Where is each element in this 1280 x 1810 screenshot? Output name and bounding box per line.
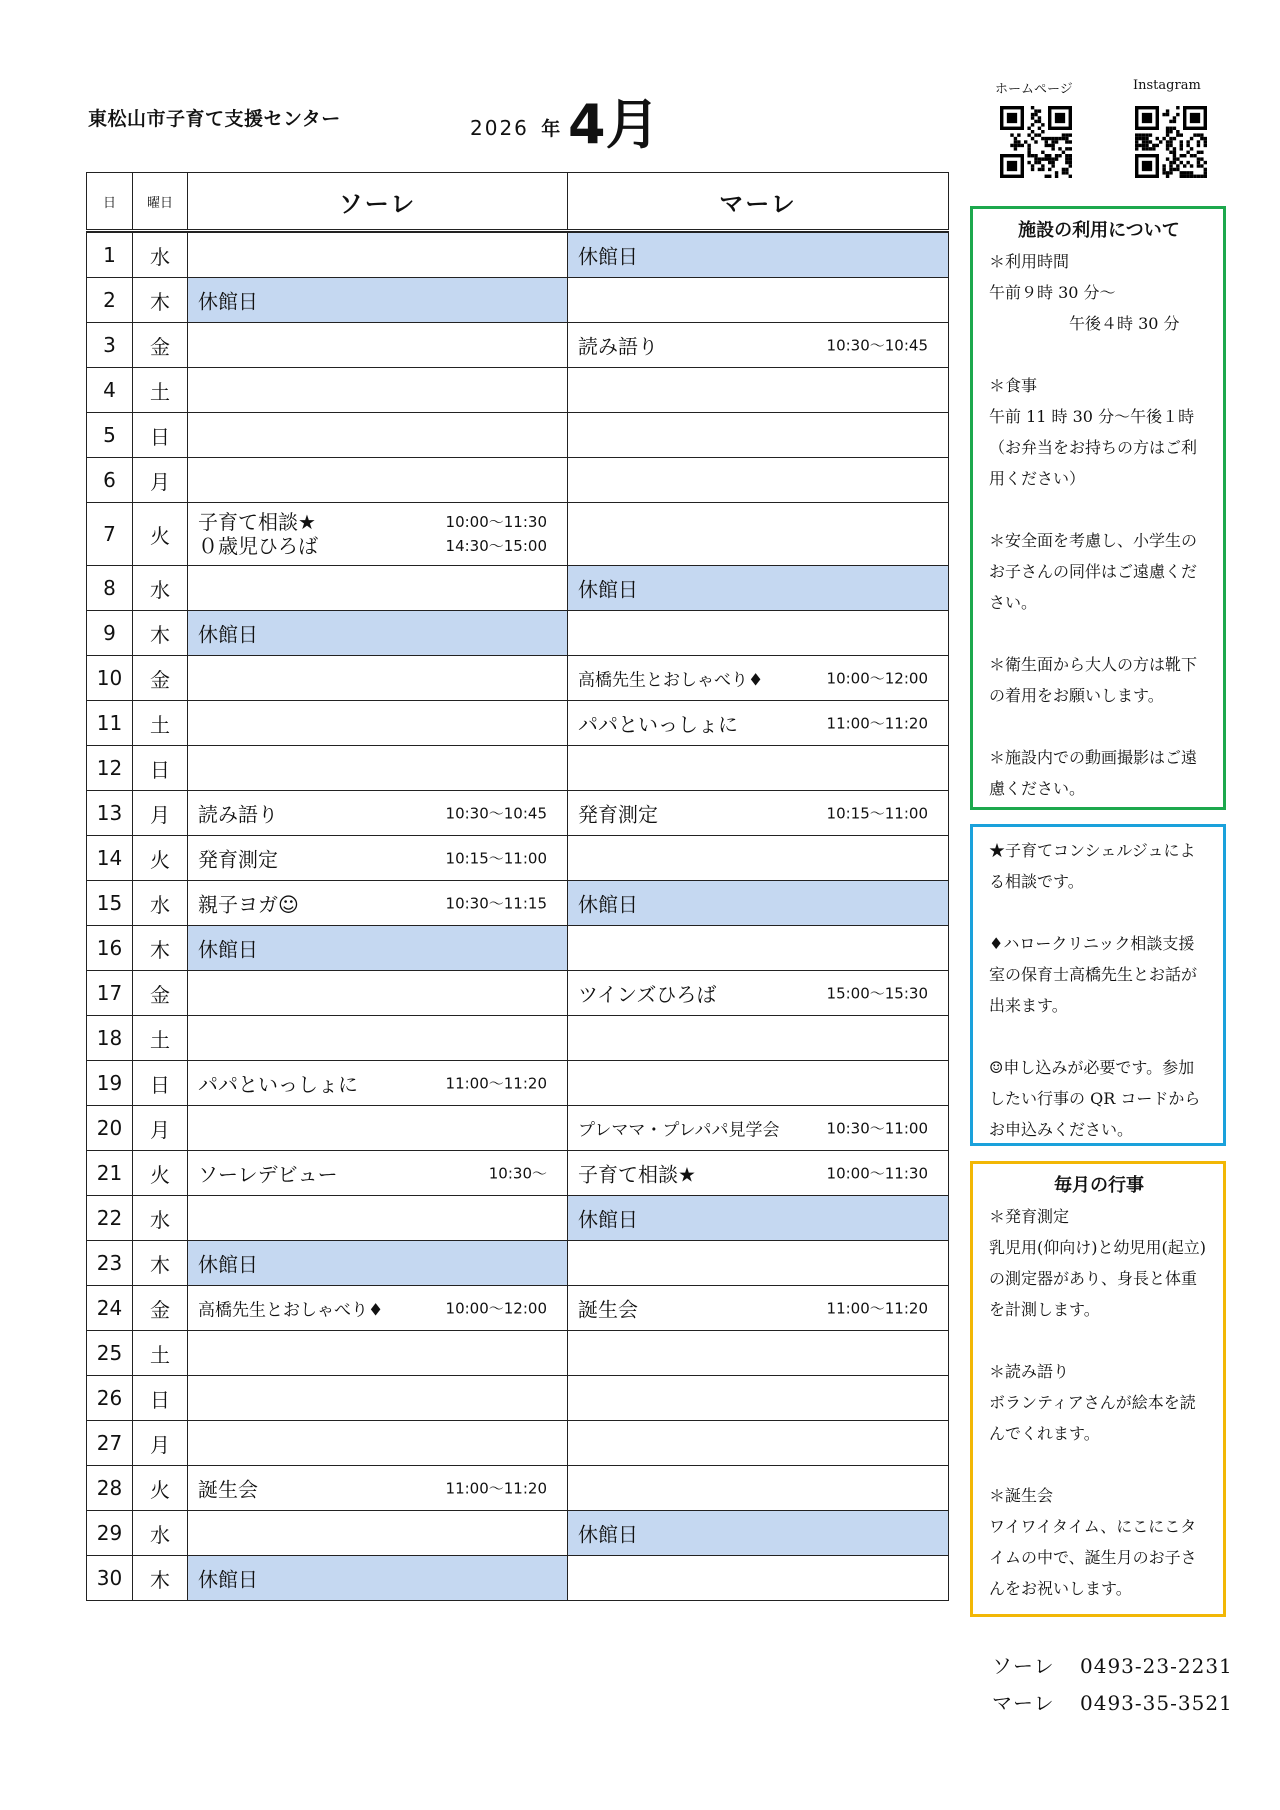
sole-event-name: 高橋先生とおしゃべり♦ [198,1300,384,1321]
year [470,114,562,141]
weekday: 月 [133,791,188,836]
weekday: 火 [133,836,188,881]
day-number: 11 [87,701,133,746]
weekday: 金 [133,656,188,701]
sole-event-cell [188,1286,568,1331]
mare-event-cell [568,1466,949,1511]
calendar-row [87,233,949,278]
weekday: 日 [133,1376,188,1421]
mare-event-cell [568,458,949,503]
mare-event-cell [568,1016,949,1061]
weekday: 日 [133,746,188,791]
calendar-row [87,1331,949,1376]
sole-event-name: 誕生会 [198,1477,258,1502]
day-number: 22 [87,1196,133,1241]
mare-closed-label: 休館日 [578,1207,638,1232]
qr-home-icon[interactable] [997,106,1075,178]
sole-closed-label: 休館日 [198,937,258,962]
mare-event-cell [568,1556,949,1601]
calendar-row [87,458,949,503]
weekday: 日 [133,1061,188,1106]
monthly-title: 毎月の行事 [1054,1175,1144,1196]
day-number: 18 [87,1016,133,1061]
sole-event-cell [188,1151,568,1196]
sole-event-cell [188,746,568,791]
sole-event-cell [188,1196,568,1241]
mare-event-name: 読み語り [578,334,658,359]
calendar-row [87,791,949,836]
mare-event-name: 高橋先生とおしゃべり♦ [578,670,764,691]
year-suffix: 年 [541,118,563,140]
mare-event-time: 10:30〜10:45 [826,336,928,355]
sole-event-cell [188,233,568,278]
day-number: 21 [87,1151,133,1196]
sole-event-cell [188,1241,568,1286]
day-number: 28 [87,1466,133,1511]
mare-event-time: 10:00〜11:30 [826,1164,928,1183]
calendar-row [87,1241,949,1286]
sole-event-cell [188,836,568,881]
sole-event-time: 10:30〜11:15 [445,894,547,913]
mare-event-name: プレママ・プレパパ見学会 [578,1120,780,1141]
calendar-row [87,1556,949,1601]
day-number: 26 [87,1376,133,1421]
calendar-row [87,656,949,701]
sole-event-name: 読み語り [198,802,278,827]
day-number: 30 [87,1556,133,1601]
mare-event-cell [568,368,949,413]
day-number: 12 [87,746,133,791]
calendar-row [87,1511,949,1556]
mare-event-cell [568,1511,949,1556]
sole-event-cell [188,611,568,656]
sole-closed-label: 休館日 [198,1252,258,1277]
day-number: 9 [87,611,133,656]
weekday: 月 [133,1421,188,1466]
sole-event-cell [188,881,568,926]
year-number: 2026 [470,116,529,140]
calendar-row [87,746,949,791]
weekday: 水 [133,1196,188,1241]
sole-event-name: 親子ヨガ☺ [198,892,299,917]
sole-event-time: 11:00〜11:20 [445,1074,547,1093]
calendar-row [87,1106,949,1151]
sole-event-time: 10:00〜12:00 [445,1299,547,1318]
mare-event-cell [568,1241,949,1286]
day-number: 15 [87,881,133,926]
mare-event-name: パパといっしょに [578,712,738,737]
mare-event-cell [568,1421,949,1466]
sole-event-cell [188,1106,568,1151]
col-sole-header: ソーレ [188,173,568,231]
sole-event-cell [188,791,568,836]
calendar-row [87,1466,949,1511]
sole-closed-label: 休館日 [198,289,258,314]
mare-event-cell [568,746,949,791]
day-number: 16 [87,926,133,971]
mare-event-cell [568,1331,949,1376]
mare-event-time: 10:15〜11:00 [826,804,928,823]
day-number: 25 [87,1331,133,1376]
weekday: 木 [133,278,188,323]
day-number: 4 [87,368,133,413]
calendar-row [87,1376,949,1421]
weekday: 水 [133,1511,188,1556]
calendar-row [87,836,949,881]
calendar-row [87,413,949,458]
sole-event-cell [188,926,568,971]
day-number: 24 [87,1286,133,1331]
qr-instagram-label: Instagram [1133,78,1201,93]
calendar-row [87,611,949,656]
sole-event-name: ソーレデビュー [198,1162,338,1187]
day-number: 14 [87,836,133,881]
sole-event-time: 14:30〜15:00 [445,537,547,555]
day-number: 27 [87,1421,133,1466]
monthly-events-box [970,1161,1226,1617]
mare-event-cell [568,413,949,458]
contact-name: ソーレ [992,1654,1055,1678]
calendar-row [87,1196,949,1241]
weekday: 土 [133,1016,188,1061]
mare-event-time: 11:00〜11:20 [826,714,928,733]
calendar-table [86,172,949,1601]
weekday: 土 [133,701,188,746]
day-number: 2 [87,278,133,323]
contact-sole [992,1650,1233,1679]
sole-event-time: 11:00〜11:20 [445,1479,547,1498]
mare-event-cell [568,1286,949,1331]
sole-event-cell [188,1016,568,1061]
weekday: 金 [133,1286,188,1331]
qr-instagram-icon[interactable] [1132,106,1210,178]
mare-event-cell [568,701,949,746]
mare-event-cell [568,323,949,368]
sole-event-cell [188,413,568,458]
calendar-row [87,323,949,368]
mare-event-cell [568,1151,949,1196]
calendar-row [87,566,949,611]
sole-event-time: 10:00〜11:30 [445,513,547,531]
mare-event-cell [568,1196,949,1241]
mare-event-time: 15:00〜15:30 [826,984,928,1003]
calendar-row [87,278,949,323]
contact-mare [992,1687,1233,1716]
weekday: 火 [133,1151,188,1196]
sole-event-name: 子育て相談★ [198,510,316,534]
sole-event-cell [188,278,568,323]
weekday: 金 [133,323,188,368]
mare-event-name: 誕生会 [578,1297,638,1322]
mare-event-cell [568,1376,949,1421]
sole-event-name: パパといっしょに [198,1072,358,1097]
org-name: 東松山市子育て支援センター [88,108,341,130]
day-number: 20 [87,1106,133,1151]
col-weekday-header: 曜日 [133,173,188,231]
mare-closed-label: 休館日 [578,244,638,269]
mare-event-cell [568,566,949,611]
legend-box [970,824,1226,1146]
mare-event-cell [568,611,949,656]
sole-event-cell [188,458,568,503]
sole-event-time: 10:30〜 [488,1164,547,1183]
calendar-row [87,971,949,1016]
facility-body: ＊利用時間 午前９時 30 分〜 午後４時 30 分 ＊食事 午前 11 時 30 分〜午後１時 （お弁当をお持ちの方はご利用ください） ＊安全面を考慮し、小学生のお子さんの同伴はご遠慮ください。 ＊衛生面から大人の方は靴下の着用をお願いします。 ＊施設内での動画撮影はご遠慮ください。 [989,252,1198,798]
qr-home-label: ホームページ [995,82,1073,97]
contact-name: マーレ [992,1691,1055,1715]
monthly-body: ＊発育測定 乳児用(仰向け)と幼児用(起立)の測定器があり、身長と体重を計測します。 ＊読み語り ボランティアさんが絵本を読んでくれます。 ＊誕生会 ワイワイタイム、にこにこタイムの中で、誕生月のお子さんをお祝いします。 [989,1207,1206,1598]
day-number: 29 [87,1511,133,1556]
sole-event-time: 10:30〜10:45 [445,804,547,823]
weekday: 木 [133,611,188,656]
weekday: 木 [133,1556,188,1601]
col-day-header: 日 [87,173,133,231]
sole-event-cell [188,701,568,746]
day-number: 17 [87,971,133,1016]
calendar-row [87,1421,949,1466]
calendar-row [87,503,949,566]
mare-closed-label: 休館日 [578,892,638,917]
mare-event-name: 子育て相談★ [578,1162,696,1187]
weekday: 火 [133,503,188,566]
mare-event-cell [568,233,949,278]
day-number: 1 [87,233,133,278]
mare-event-time: 10:00〜12:00 [826,669,928,688]
facility-title: 施設の利用について [1018,220,1180,241]
sole-event-cell [188,1061,568,1106]
sole-event-cell [188,1421,568,1466]
weekday: 火 [133,1466,188,1511]
day-number: 7 [87,503,133,566]
weekday: 土 [133,368,188,413]
col-mare-header: マーレ [568,173,949,231]
mare-event-cell [568,278,949,323]
day-number: 10 [87,656,133,701]
legend-body: ★子育てコンシェルジュによる相談です。 ♦ハロークリニック相談支援室の保育士高橋先生とお話が出来ます。 ☺申し込みが必要です。参加したい行事の QR コードからお申込みください。 [989,841,1201,1139]
sole-closed-label: 休館日 [198,1567,258,1592]
calendar-row [87,368,949,413]
contact-phone[interactable]: 0493-35-3521 [1080,1691,1233,1715]
weekday: 金 [133,971,188,1016]
mare-event-cell [568,1061,949,1106]
weekday: 日 [133,413,188,458]
day-number: 19 [87,1061,133,1106]
sole-event-name: ０歳児ひろば [198,534,318,558]
calendar-row [87,1151,949,1196]
sole-event-cell [188,1511,568,1556]
mare-event-name: ツインズひろば [578,982,717,1007]
day-number: 3 [87,323,133,368]
day-number: 8 [87,566,133,611]
sole-event-cell [188,1556,568,1601]
calendar-row [87,881,949,926]
day-number: 13 [87,791,133,836]
weekday: 水 [133,233,188,278]
mare-event-cell [568,503,949,566]
mare-closed-label: 休館日 [578,1522,638,1547]
mare-event-cell [568,656,949,701]
mare-event-time: 11:00〜11:20 [826,1299,928,1318]
sole-event-cell [188,323,568,368]
day-number: 23 [87,1241,133,1286]
mare-closed-label: 休館日 [578,577,638,602]
sole-event-cell [188,566,568,611]
weekday: 月 [133,458,188,503]
sole-event-cell [188,503,568,566]
calendar-row [87,1286,949,1331]
sole-event-cell [188,1331,568,1376]
weekday: 土 [133,1331,188,1376]
sole-closed-label: 休館日 [198,622,258,647]
sole-event-time: 10:15〜11:00 [445,849,547,868]
facility-info-box [970,206,1226,810]
sole-event-cell [188,1466,568,1511]
calendar-row [87,1061,949,1106]
calendar-row [87,701,949,746]
weekday: 月 [133,1106,188,1151]
sole-event-cell [188,1376,568,1421]
sole-event-name: 発育測定 [198,847,278,872]
mare-event-cell [568,791,949,836]
day-number: 5 [87,413,133,458]
mare-event-cell [568,926,949,971]
day-number: 6 [87,458,133,503]
mare-event-name: 発育測定 [578,802,658,827]
sole-event-cell [188,971,568,1016]
mare-event-cell [568,971,949,1016]
weekday: 水 [133,881,188,926]
mare-event-cell [568,881,949,926]
weekday: 水 [133,566,188,611]
sole-event-cell [188,368,568,413]
month-title: 4月 [568,93,660,156]
sole-event-cell [188,656,568,701]
contact-phone[interactable]: 0493-23-2231 [1080,1654,1233,1678]
mare-event-time: 10:30〜11:00 [826,1119,928,1138]
mare-event-cell [568,836,949,881]
calendar-row [87,1016,949,1061]
weekday: 木 [133,926,188,971]
calendar-row [87,926,949,971]
mare-event-cell [568,1106,949,1151]
weekday: 木 [133,1241,188,1286]
